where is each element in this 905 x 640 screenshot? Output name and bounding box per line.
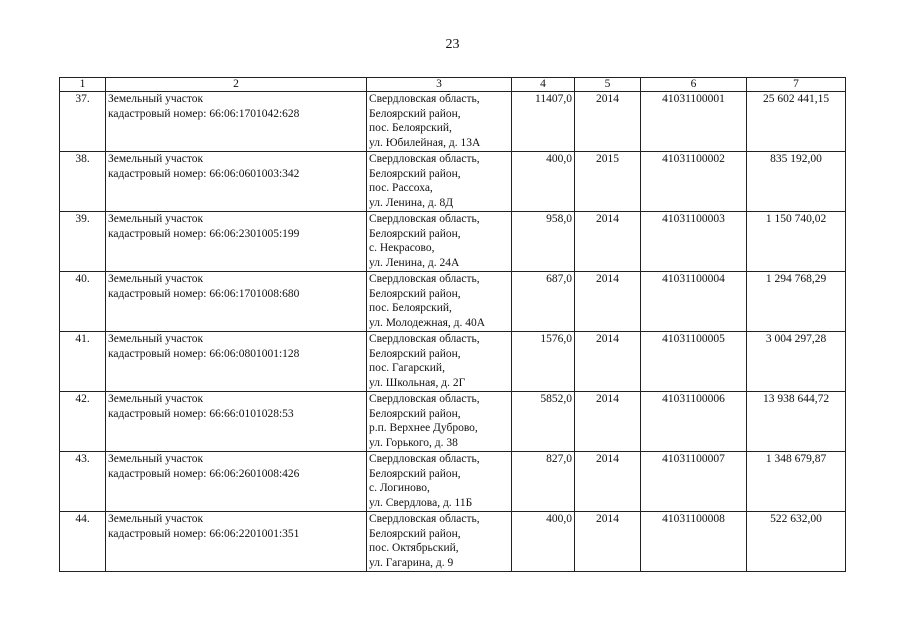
property-value: 13 938 644,72 — [747, 392, 846, 452]
cadastral-number: кадастровый номер: 66:06:1701008:680 — [108, 287, 300, 300]
address-line: с. Некрасово, — [369, 242, 435, 255]
property-year: 2014 — [575, 212, 641, 272]
table-row — [60, 332, 846, 392]
property-address — [367, 332, 512, 392]
address-line: Белоярский район, — [369, 107, 461, 120]
row-number: 42. — [60, 392, 106, 452]
address-line: ул. Молодежная, д. 40А — [369, 316, 486, 329]
cadastral-number: кадастровый номер: 66:06:2301005:199 — [108, 227, 300, 240]
inventory-code: 41031100007 — [641, 452, 747, 512]
property-value: 1 294 768,29 — [747, 272, 846, 332]
property-year: 2014 — [575, 452, 641, 512]
address-line: Белоярский район, — [369, 407, 461, 420]
column-header: 1 — [60, 78, 106, 92]
address-line: р.п. Верхнее Дуброво, — [369, 422, 478, 435]
table-row — [60, 512, 846, 572]
property-type: Земельный участок — [108, 153, 204, 165]
property-value: 3 004 297,28 — [747, 332, 846, 392]
property-name — [106, 152, 367, 212]
address-line: Свердловская область, — [369, 513, 480, 525]
property-area: 11407,0 — [512, 92, 575, 152]
address-line: Свердловская область, — [369, 93, 480, 105]
property-year: 2014 — [575, 272, 641, 332]
inventory-code: 41031100006 — [641, 392, 747, 452]
header-row — [60, 78, 846, 92]
property-type: Земельный участок — [108, 93, 204, 105]
address-line: пос. Белоярский, — [369, 122, 452, 135]
property-address — [367, 212, 512, 272]
property-name — [106, 332, 367, 392]
property-year: 2014 — [575, 92, 641, 152]
property-area: 687,0 — [512, 272, 575, 332]
property-table — [59, 77, 846, 572]
inventory-code: 41031100004 — [641, 272, 747, 332]
cadastral-number: кадастровый номер: 66:06:0801001:128 — [108, 347, 300, 360]
address-line: ул. Горького, д. 38 — [369, 436, 458, 449]
property-type: Земельный участок — [108, 513, 204, 525]
column-header: 7 — [747, 78, 846, 92]
address-line: пос. Белоярский, — [369, 302, 452, 315]
property-area: 400,0 — [512, 512, 575, 572]
property-year: 2014 — [575, 392, 641, 452]
address-line: Белоярский район, — [369, 467, 461, 480]
property-year: 2015 — [575, 152, 641, 212]
address-line: пос. Рассоха, — [369, 182, 433, 195]
table-row — [60, 152, 846, 212]
property-value: 522 632,00 — [747, 512, 846, 572]
property-address — [367, 92, 512, 152]
address-line: с. Логиново, — [369, 482, 430, 495]
address-line: Свердловская область, — [369, 213, 480, 225]
address-line: пос. Октябрьский, — [369, 542, 459, 555]
address-line: ул. Свердлова, д. 11Б — [369, 496, 473, 509]
address-line: Свердловская область, — [369, 333, 480, 345]
cadastral-number: кадастровый номер: 66:06:2201001:351 — [108, 527, 300, 540]
address-line: ул. Школьная, д. 2Г — [369, 376, 466, 389]
property-type: Земельный участок — [108, 453, 204, 465]
cadastral-number: кадастровый номер: 66:66:0101028:53 — [108, 407, 294, 420]
inventory-code: 41031100002 — [641, 152, 747, 212]
property-address — [367, 392, 512, 452]
address-line: Свердловская область, — [369, 153, 480, 165]
property-type: Земельный участок — [108, 393, 204, 405]
row-number: 40. — [60, 272, 106, 332]
property-type: Земельный участок — [108, 273, 204, 285]
property-name — [106, 392, 367, 452]
address-line: ул. Гагарина, д. 9 — [369, 556, 454, 569]
property-area: 5852,0 — [512, 392, 575, 452]
table-row — [60, 392, 846, 452]
row-number: 38. — [60, 152, 106, 212]
column-header: 3 — [367, 78, 512, 92]
property-name — [106, 92, 367, 152]
column-header: 6 — [641, 78, 747, 92]
column-header: 2 — [106, 78, 367, 92]
property-name — [106, 272, 367, 332]
property-year: 2014 — [575, 512, 641, 572]
property-area: 400,0 — [512, 152, 575, 212]
cadastral-number: кадастровый номер: 66:06:0601003:342 — [108, 167, 300, 180]
address-line: пос. Гагарский, — [369, 362, 445, 375]
row-number: 44. — [60, 512, 106, 572]
property-name — [106, 212, 367, 272]
page-number: 23 — [445, 37, 460, 52]
address-line: ул. Ленина, д. 8Д — [369, 196, 454, 209]
property-address — [367, 452, 512, 512]
property-type: Земельный участок — [108, 213, 204, 225]
property-area: 827,0 — [512, 452, 575, 512]
address-line: Белоярский район, — [369, 287, 461, 300]
property-area: 1576,0 — [512, 332, 575, 392]
column-header: 5 — [575, 78, 641, 92]
property-address — [367, 272, 512, 332]
row-number: 43. — [60, 452, 106, 512]
inventory-code: 41031100003 — [641, 212, 747, 272]
inventory-code: 41031100001 — [641, 92, 747, 152]
cadastral-number: кадастровый номер: 66:06:2601008:426 — [108, 467, 300, 480]
property-value: 1 150 740,02 — [747, 212, 846, 272]
address-line: Белоярский район, — [369, 347, 461, 360]
property-name — [106, 452, 367, 512]
property-value: 1 348 679,87 — [747, 452, 846, 512]
address-line: ул. Юбилейная, д. 13А — [369, 136, 481, 149]
row-number: 39. — [60, 212, 106, 272]
address-line: Белоярский район, — [369, 527, 461, 540]
property-year: 2014 — [575, 332, 641, 392]
column-header: 4 — [512, 78, 575, 92]
address-line: Свердловская область, — [369, 453, 480, 465]
inventory-code: 41031100008 — [641, 512, 747, 572]
property-address — [367, 152, 512, 212]
table-row — [60, 272, 846, 332]
cadastral-number: кадастровый номер: 66:06:1701042:628 — [108, 107, 300, 120]
address-line: Белоярский район, — [369, 167, 461, 180]
property-name — [106, 512, 367, 572]
inventory-code: 41031100005 — [641, 332, 747, 392]
table-row — [60, 92, 846, 152]
property-value: 25 602 441,15 — [747, 92, 846, 152]
property-address — [367, 512, 512, 572]
table-row — [60, 212, 846, 272]
property-type: Земельный участок — [108, 333, 204, 345]
address-line: Свердловская область, — [369, 273, 480, 285]
address-line: Свердловская область, — [369, 393, 480, 405]
table-row — [60, 452, 846, 512]
row-number: 37. — [60, 92, 106, 152]
property-area: 958,0 — [512, 212, 575, 272]
address-line: ул. Ленина, д. 24А — [369, 256, 460, 269]
property-value: 835 192,00 — [747, 152, 846, 212]
row-number: 41. — [60, 332, 106, 392]
address-line: Белоярский район, — [369, 227, 461, 240]
